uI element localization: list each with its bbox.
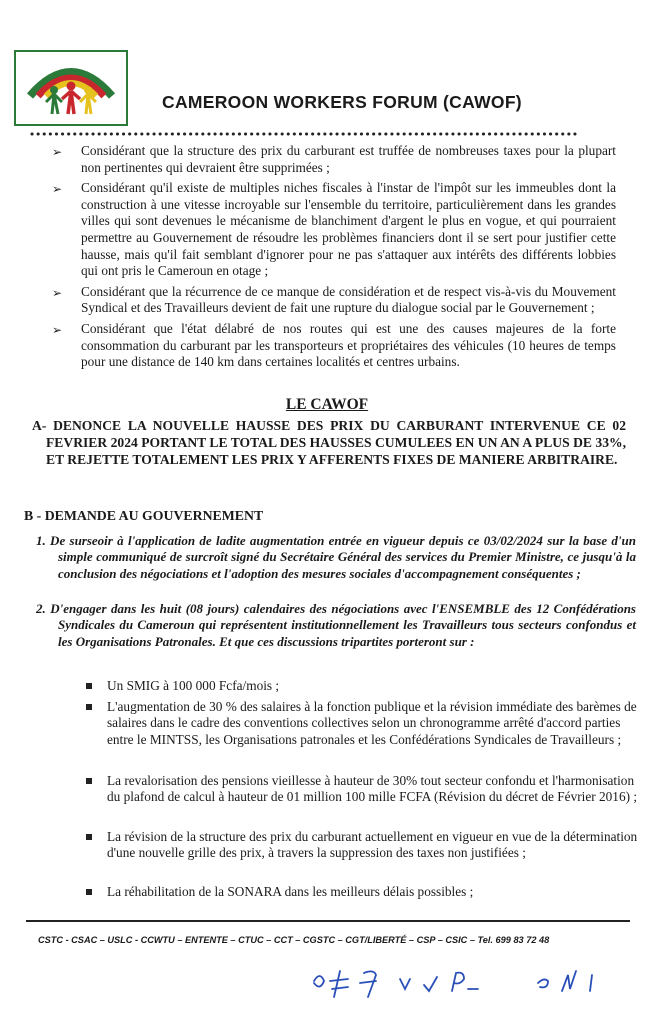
- square-bullet-icon: [86, 889, 92, 895]
- footer-rule: [26, 920, 630, 922]
- square-bullet-icon: [86, 778, 92, 784]
- point-item: L'augmentation de 30 % des salaires à la fonction publique et la révision immédiate des barèmes de salaires dans le cadre des conventions collectives selon un chronogramme arrêté d'accord parties entre le MINTSS, les Organisations patronales et les Confédérations Syndicales de Travailleurs ;: [86, 699, 641, 748]
- arrow-bullet-icon: ➢: [52, 145, 63, 159]
- point-item: Un SMIG à 100 000 Fcfa/mois ;: [86, 678, 641, 694]
- section-subtitle: LE CAWOF: [285, 396, 369, 413]
- document-title: CAMEROON WORKERS FORUM (CAWOF): [162, 92, 522, 112]
- demande-item-1: 1. De surseoir à l'application de ladite augmentation entrée en vigueur depuis ce 03/02/2024 sur la base d'un simple communiqué de surcroît signé du Secrétaire Général des services du Premier Ministre, ce jusqu'à la conclusion des négociations et l'adoption des mesures sociales d'accompagnement conséquentes ;: [36, 533, 636, 581]
- section-a-denonce: A- DENONCE LA NOUVELLE HAUSSE DES PRIX DU CARBURANT INTERVENUE CE 02 FEVRIER 2024 PORTANT LE TOTAL DES HAUSSES CUMULEES EN UN AN A PLUS DE 33%, ET REJETTE TOTALEMENT LES PRIX Y AFFERENTS FIXES DE MANIERE ARBITRAIRE.: [32, 418, 626, 468]
- point-item: La revalorisation des pensions vieillesse à hauteur de 30% tout secteur confondu et l'harmonisation du plafond de calcul à hauteur de 01 million 100 mille FCFA (Révision du décret de Février 2016) ;: [86, 773, 641, 806]
- square-bullet-icon: [86, 704, 92, 710]
- considerant-item: ➢ Considérant que la récurrence de ce manque de considération et de respect vis-à-vis du Mouvement Syndical et des Travailleurs devient de fait une rupture du dialogue social par le Gouvernement ;: [52, 283, 616, 316]
- considerant-item: ➢ Considérant qu'il existe de multiples niches fiscales à l'instar de l'impôt sur les immeubles dont la construction à une vitesse incroyable sur l'ensemble du territoire, particulièrement dans les grandes villes qui sont devenues le mécanisme de blanchiment d'argent le plus en vogue, et qui pourraient permettre au Gouvernement de résoudre les problèmes financiers dont il se sert pour justifier cette hausse, mais qu'il fait semblant d'ignorer pour ne pas s'attaquer aux intérêts des différents lobbies qui ont pris le Cameroun en otage ;: [52, 180, 616, 279]
- arrow-bullet-icon: ➢: [52, 182, 63, 197]
- handwritten-initials: [300, 955, 630, 1005]
- demande-item-2: 2. D'engager dans les huit (08 jours) calendaires des négociations avec l'ENSEMBLE des 12 Confédérations Syndicales du Cameroun qui représentent institutionnellement les Travailleurs tous secteurs confondus et les Organisations Patronales. Et que ces discussions tripartites porteront sur :: [36, 601, 636, 649]
- point-item: La révision de la structure des prix du carburant actuellement en vigueur en vue de la détermination d'une nouvelle grille des prix, à travers la suppression des taxes non justifiées ;: [86, 829, 641, 862]
- considerant-item: ➢ Considérant que la structure des prix du carburant est truffée de nombreuses taxes pour la plupart non pertinentes qui devraient être supprimées ;: [52, 143, 616, 175]
- footer-confederations: CSTC - CSAC – USLC - CCWTU – ENTENTE – CTUC – CCT – CGSTC – CGT/LIBERTÉ – CSP – CSIC – Tel. 699 83 72 48: [38, 935, 550, 945]
- considerants-list: [48, 143, 616, 375]
- dotted-divider: [30, 126, 583, 136]
- considerant-item: ➢ Considérant que l'état délabré de nos routes qui est une des causes majeures de la forte consommation du carburant par les transporteurs et propriétaires des véhicules (10 heures de temps pour une distance de 140 km dans certaines localités et centres urbains.: [52, 320, 616, 370]
- arrow-bullet-icon: ➢: [52, 322, 63, 337]
- cawof-logo: [14, 50, 128, 126]
- square-bullet-icon: [86, 683, 92, 689]
- section-b-heading: B - DEMANDE AU GOUVERNEMENT: [24, 508, 264, 523]
- arrow-bullet-icon: ➢: [52, 285, 63, 300]
- point-item: La réhabilitation de la SONARA dans les meilleurs délais possibles ;: [86, 884, 641, 900]
- square-bullet-icon: [86, 834, 92, 840]
